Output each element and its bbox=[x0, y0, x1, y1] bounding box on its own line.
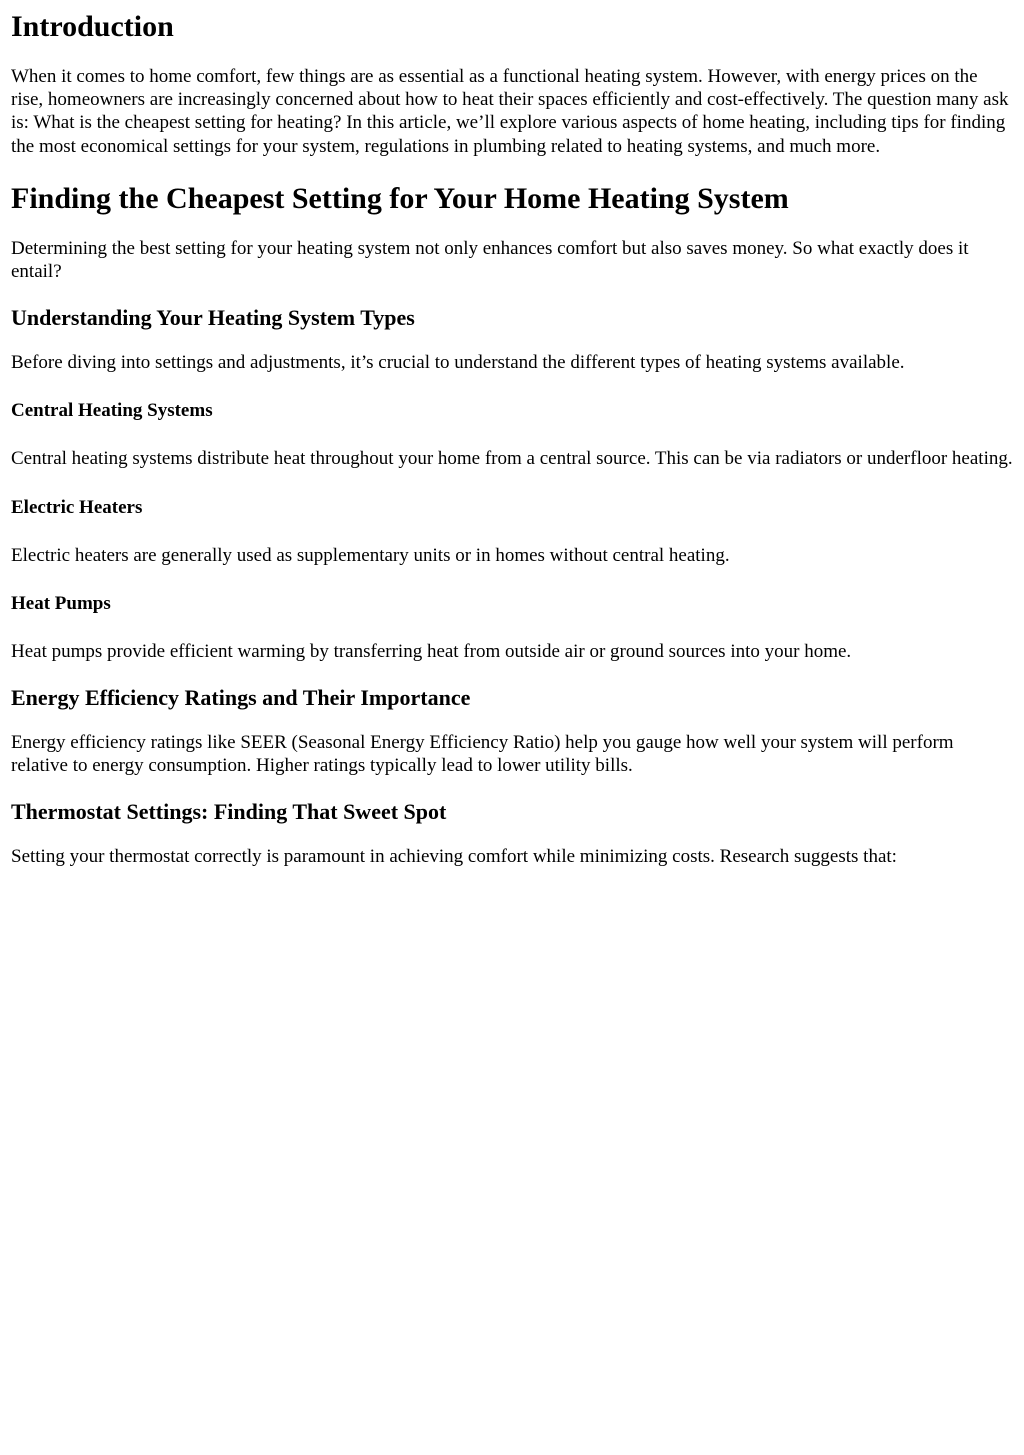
types-paragraph: Before diving into settings and adjustments, it’s crucial to understand the different types of heating systems available. bbox=[11, 352, 905, 374]
central-heating-heading: Central Heating Systems bbox=[11, 400, 213, 422]
intro-heading: Introduction bbox=[11, 10, 174, 43]
main-paragraph: Determining the best setting for your heating system not only enhances comfort but also saves money. So what exactly does it entail? bbox=[11, 237, 969, 283]
electric-heaters-heading: Electric Heaters bbox=[11, 496, 143, 518]
thermostat-heading: Thermostat Settings: Finding That Sweet Spot bbox=[11, 799, 447, 825]
types-heading: Understanding Your Heating System Types bbox=[11, 305, 415, 331]
thermostat-paragraph: Setting your thermostat correctly is paramount in achieving comfort while minimizing costs. Research suggests that: bbox=[11, 846, 897, 868]
document-page bbox=[0, 9, 1024, 1455]
intro-paragraph: When it comes to home comfort, few things are as essential as a functional heating system. However, with energy prices on the rise, homeowners are increasingly concerned about how to heat their spaces efficiently and cost-effectively. The question many ask is: What is the cheapest setting for heating? In this article, we’ll explore various aspects of home heating, including tips for finding the most economical settings for your system, regulations in plumbing related to heating systems, and much more. bbox=[11, 66, 1009, 157]
efficiency-paragraph: Energy efficiency ratings like SEER (Seasonal Energy Efficiency Ratio) help you gauge how well your system will perform relative to energy consumption. Higher ratings typically lead to lower utility bills. bbox=[11, 732, 954, 777]
heat-pumps-heading: Heat Pumps bbox=[11, 592, 111, 614]
efficiency-heading: Energy Efficiency Ratings and Their Importance bbox=[11, 685, 471, 711]
heat-pumps-paragraph: Heat pumps provide efficient warming by transferring heat from outside air or ground sources into your home. bbox=[11, 640, 852, 662]
electric-heaters-paragraph: Electric heaters are generally used as supplementary units or in homes without central heating. bbox=[11, 544, 730, 566]
central-heating-paragraph: Central heating systems distribute heat throughout your home from a central source. This can be via radiators or underfloor heating. bbox=[11, 448, 1013, 470]
main-heading: Finding the Cheapest Setting for Your Home Heating System bbox=[11, 181, 789, 215]
